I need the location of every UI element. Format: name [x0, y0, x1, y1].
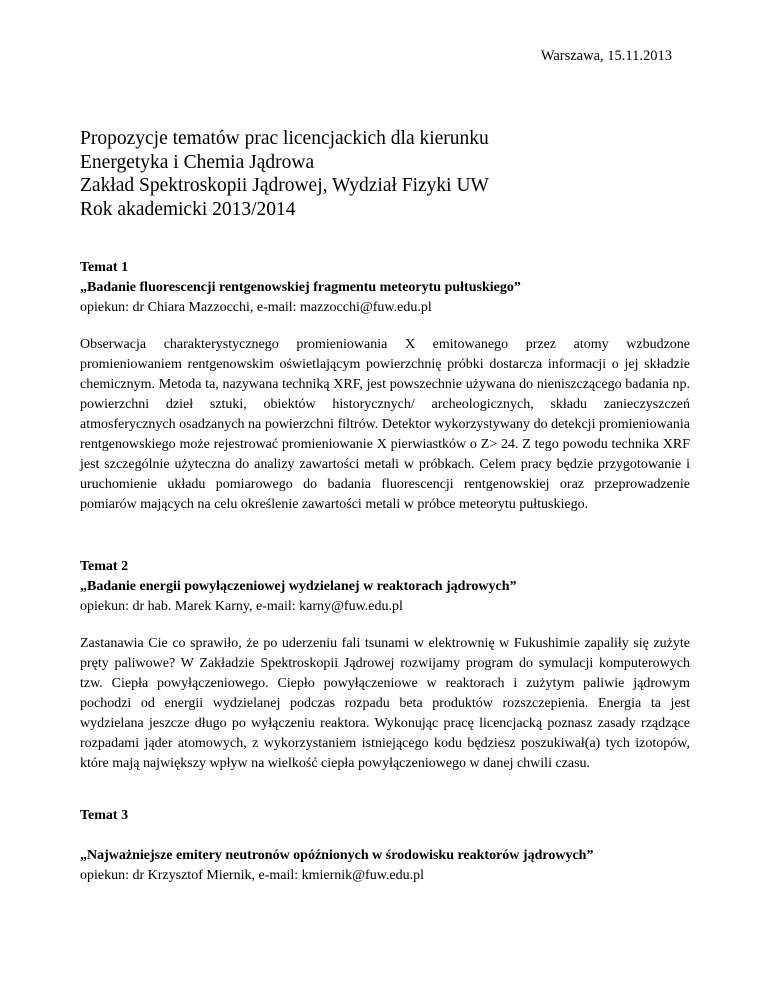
- topic-label: Temat 2: [80, 559, 129, 574]
- topic-title: „Badanie energii powyłączeniowej wydzielanej w reaktorach jądrowych”: [80, 579, 517, 594]
- topic-label: Temat 3: [80, 808, 129, 823]
- topic-label: Temat 1: [80, 260, 129, 275]
- title-line: Propozycje tematów prac licencjackich dla kierunku: [80, 128, 489, 149]
- topic-2: [80, 557, 690, 774]
- document-title: [80, 127, 700, 221]
- topic-supervisor: opiekun: dr hab. Marek Karny, e-mail: karny@fuw.edu.pl: [80, 599, 403, 614]
- title-line: Zakład Spektroskopii Jądrowej, Wydział Fizyki UW: [80, 175, 489, 196]
- topic-supervisor: opiekun: dr Chiara Mazzocchi, e-mail: mazzocchi@fuw.edu.pl: [80, 300, 432, 315]
- topic-description: Obserwacja charakterystycznego promieniowania X emitowanego przez atomy wzbudzone promieniowaniem rentgenowskim oświetlającym powierzchnię próbki dostarcza informacji o jej składzie chemicznym. Metoda ta, nazywana techniką XRF, jest powszechnie używana do nieniszczącego badania np. powierzchni dzieł sztuki, obiektów historycznych/ archeologicznych, składu zanieczyszczeń atmosferycznych osadzanych na powierzchni filtrów. Detektor wykorzystywany do detekcji promieniowania rentgenowskiego może rejestrować promieniowanie X pierwiastków o Z> 24. Z tego powodu technika XRF jest szczególnie użyteczna do analizy zawartości metali w próbkach. Celem pracy będzie przygotowanie i uruchomienie układu pomiarowego do badania fluorescencji rentgenowskiej oraz przeprowadzenie pomiarów mających na celu określenie zawartości metali w próbce meteorytu pułtuskiego.: [80, 337, 690, 512]
- topic-title: „Najważniejsze emitery neutronów opóźnionych w środowisku reaktorów jądrowych”: [80, 848, 594, 863]
- topic-1: [80, 258, 690, 515]
- topic-supervisor: opiekun: dr Krzysztof Miernik, e-mail: kmiernik@fuw.edu.pl: [80, 868, 425, 883]
- topic-description: Zastanawia Cie co sprawiło, że po uderzeniu fali tsunami w elektrownię w Fukushimie zapaliły się zużyte pręty paliwowe? W Zakładzie Spektroskopii Jądrowej rozwijamy program do symulacji komputerowych tzw. Ciepła powyłączeniowego. Ciepło powyłączeniowe w reaktorach i zużytym paliwie jądrowym pochodzi od energii wydzielanej podczas rozpadu beta produktów rozszczepienia. Energia ta jest wydzielana jeszcze długo po wyłączeniu reaktora. Wykonując pracę licencjacką poznasz zasady rządzące rozpadami jąder atomowych, z wykorzystaniem istniejącego kodu będziesz poszukiwał(a) tych izotopów, które mają największy wpływ na wielkość ciepła powyłączeniowego w danej chwili czasu.: [80, 636, 690, 771]
- title-line: Energetyka i Chemia Jądrowa: [80, 151, 315, 173]
- topic-title: „Badanie fluorescencji rentgenowskiej fragmentu meteorytu pułtuskiego”: [80, 280, 521, 295]
- title-line: Rok akademicki 2013/2014: [80, 198, 296, 220]
- topic-3: [80, 806, 690, 886]
- document-date: Warszawa, 15.11.2013: [540, 48, 672, 64]
